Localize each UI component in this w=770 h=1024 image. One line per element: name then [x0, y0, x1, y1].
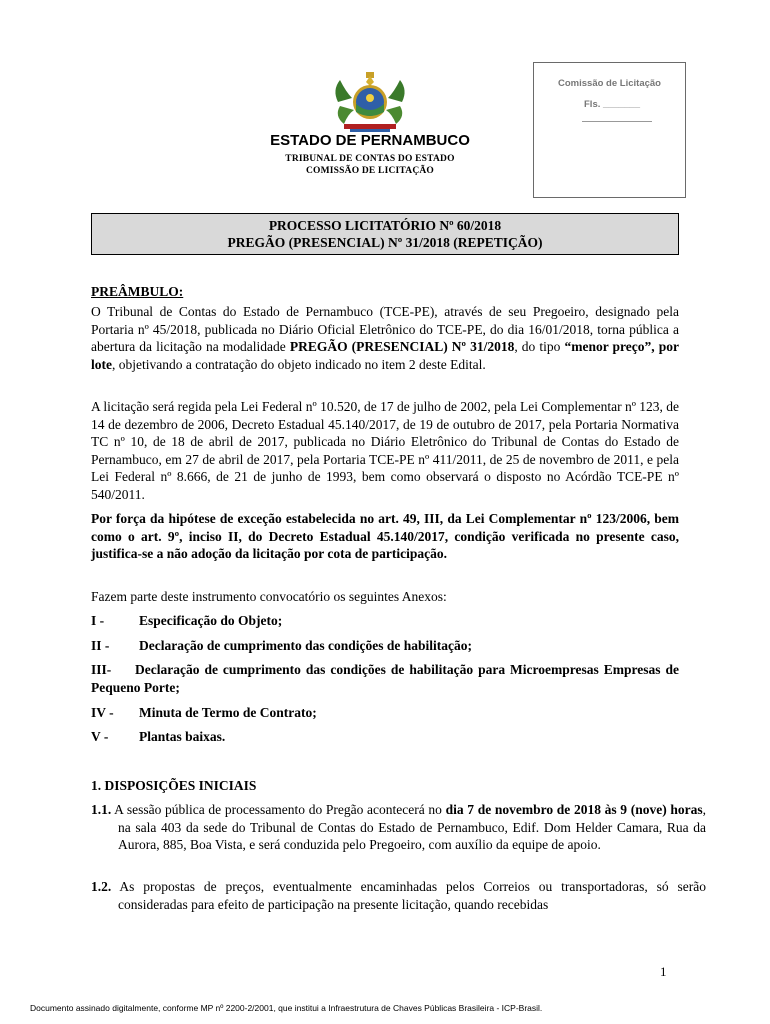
annex-text: Minuta de Termo de Contrato;	[139, 705, 317, 720]
p1-type: “menor preço”, por lote	[91, 339, 680, 372]
protocol-stamp-box	[533, 62, 686, 198]
section-1-item-1	[91, 801, 706, 854]
annex-number: I -	[91, 613, 105, 628]
item-2-text: As propostas de preços, eventualmente encaminhadas pelos Correios ou transportadoras, só serão consideradas para efeito de participação na presente licitação, quando recebidas	[111, 879, 706, 912]
annex-item	[91, 704, 679, 722]
preamble-heading	[91, 283, 679, 301]
annex-item	[91, 728, 679, 746]
annex-text: Declaração de cumprimento das condições de habilitação para Microempresas Empresas de Pequeno Porte;	[91, 662, 679, 695]
item-1-text-c: , na sala 403 da sede do Tribunal de Contas do Estado de Pernambuco, Edif. Dom Helder Camara, Rua da Aurora, 885, Boa Vista, e será conduzida pelo Pregoeiro, com auxílio da equipe de apoio.	[118, 802, 707, 853]
p1-modality: PREGÃO (PRESENCIAL) Nº 31/2018	[289, 339, 515, 355]
annex-number: II -	[91, 638, 110, 653]
state-name: ESTADO DE PERNAMBUCO	[270, 132, 470, 149]
process-title-line2: PREGÃO (PRESENCIAL) Nº 31/2018 (REPETIÇÃO)	[227, 235, 543, 250]
digital-signature-footer: Documento assinado digitalmente, conforme MP nº 2200-2/2001, que institui a Infraestrutura de Chaves Públicas Brasileira - ICP-Brasil.	[30, 1003, 543, 1013]
process-title-box	[91, 213, 679, 255]
annex-item	[91, 637, 679, 655]
item-number: 1.2.	[91, 879, 112, 894]
p1-text-a: O Tribunal de Contas do Estado de Pernambuco (TCE-PE), através de seu Pregoeiro, designado pela Portaria nº 45/2018, publicada no Diário Oficial Eletrônico do TCE-PE, do dia 16/01/2018, torna pública a abertura da licitação na modalidade	[91, 304, 679, 355]
preamble-paragraph-2: A licitação será regida pela Lei Federal nº 10.520, de 17 de julho de 2002, pela Lei Complementar nº 123, de 14 de dezembro de 2006, Decreto Estadual 45.140/2017, de 19 de outubro de 2017, pela Portaria Normativa TC nº 10, de 18 de abril de 2017, publicada no Diário Eletrônico do Tribunal de Contas do Estado de Pernambuco, em 27 de abril de 2017, pela Portaria TCE-PE nº 411/2011, de 25 de novembro de 2011, e pela Lei Federal nº 8.666, de 21 de junho de 1993, bem como observará o disposto no Acórdão TCE-PE nº 540/2011.	[91, 399, 679, 502]
section-1-heading: 1. DISPOSIÇÕES INICIAIS	[91, 778, 257, 793]
annex-text: Plantas baixas.	[139, 729, 226, 744]
p1-text-c: , do tipo	[514, 339, 565, 355]
preamble-paragraph-1	[91, 303, 679, 373]
page-number: 1	[660, 964, 667, 979]
preamble-paragraph-3: Por força da hipótese de exceção estabelecida no art. 49, III, da Lei Complementar nº 123/2006, bem como o art. 9º, inciso II, do Decreto Estadual 45.140/2017, condição verificada no presente caso, justifica-se a não adoção da licitação por cota de participação.	[91, 511, 679, 562]
stamp-signature-line	[582, 121, 652, 122]
item-1-text-a: A sessão pública de processamento do Pregão acontecerá no	[111, 802, 446, 817]
preamble-paragraph-4: Fazem parte deste instrumento convocatório os seguintes Anexos:	[91, 589, 447, 604]
section-1-item-2	[91, 878, 706, 913]
annex-number: IV -	[91, 705, 114, 720]
annex-number: V -	[91, 729, 109, 744]
annex-item	[91, 612, 679, 630]
coat-of-arms-icon	[330, 72, 410, 134]
item-1-date: dia 7 de novembro de 2018 às 9 (nove) horas	[445, 802, 703, 817]
department-name: COMISSÃO DE LICITAÇÃO	[305, 166, 435, 176]
process-title-line1: PROCESSO LICITATÓRIO Nº 60/2018	[268, 218, 502, 233]
annex-text: Especificação do Objeto;	[139, 613, 283, 628]
annex-text: Declaração de cumprimento das condições de habilitação;	[139, 638, 472, 653]
annex-item	[91, 661, 679, 696]
p1-text-e: , objetivando a contratação do objeto indicado no item 2 deste Edital.	[112, 356, 486, 372]
organization-name: TRIBUNAL DE CONTAS DO ESTADO	[285, 154, 455, 164]
item-number: 1.1.	[91, 802, 112, 817]
preamble-heading-text: PREÂMBULO:	[91, 284, 184, 299]
stamp-fls: Fls. _______	[584, 99, 640, 110]
annex-number: III-	[91, 662, 112, 677]
stamp-title: Comissão de Licitação	[558, 78, 661, 89]
